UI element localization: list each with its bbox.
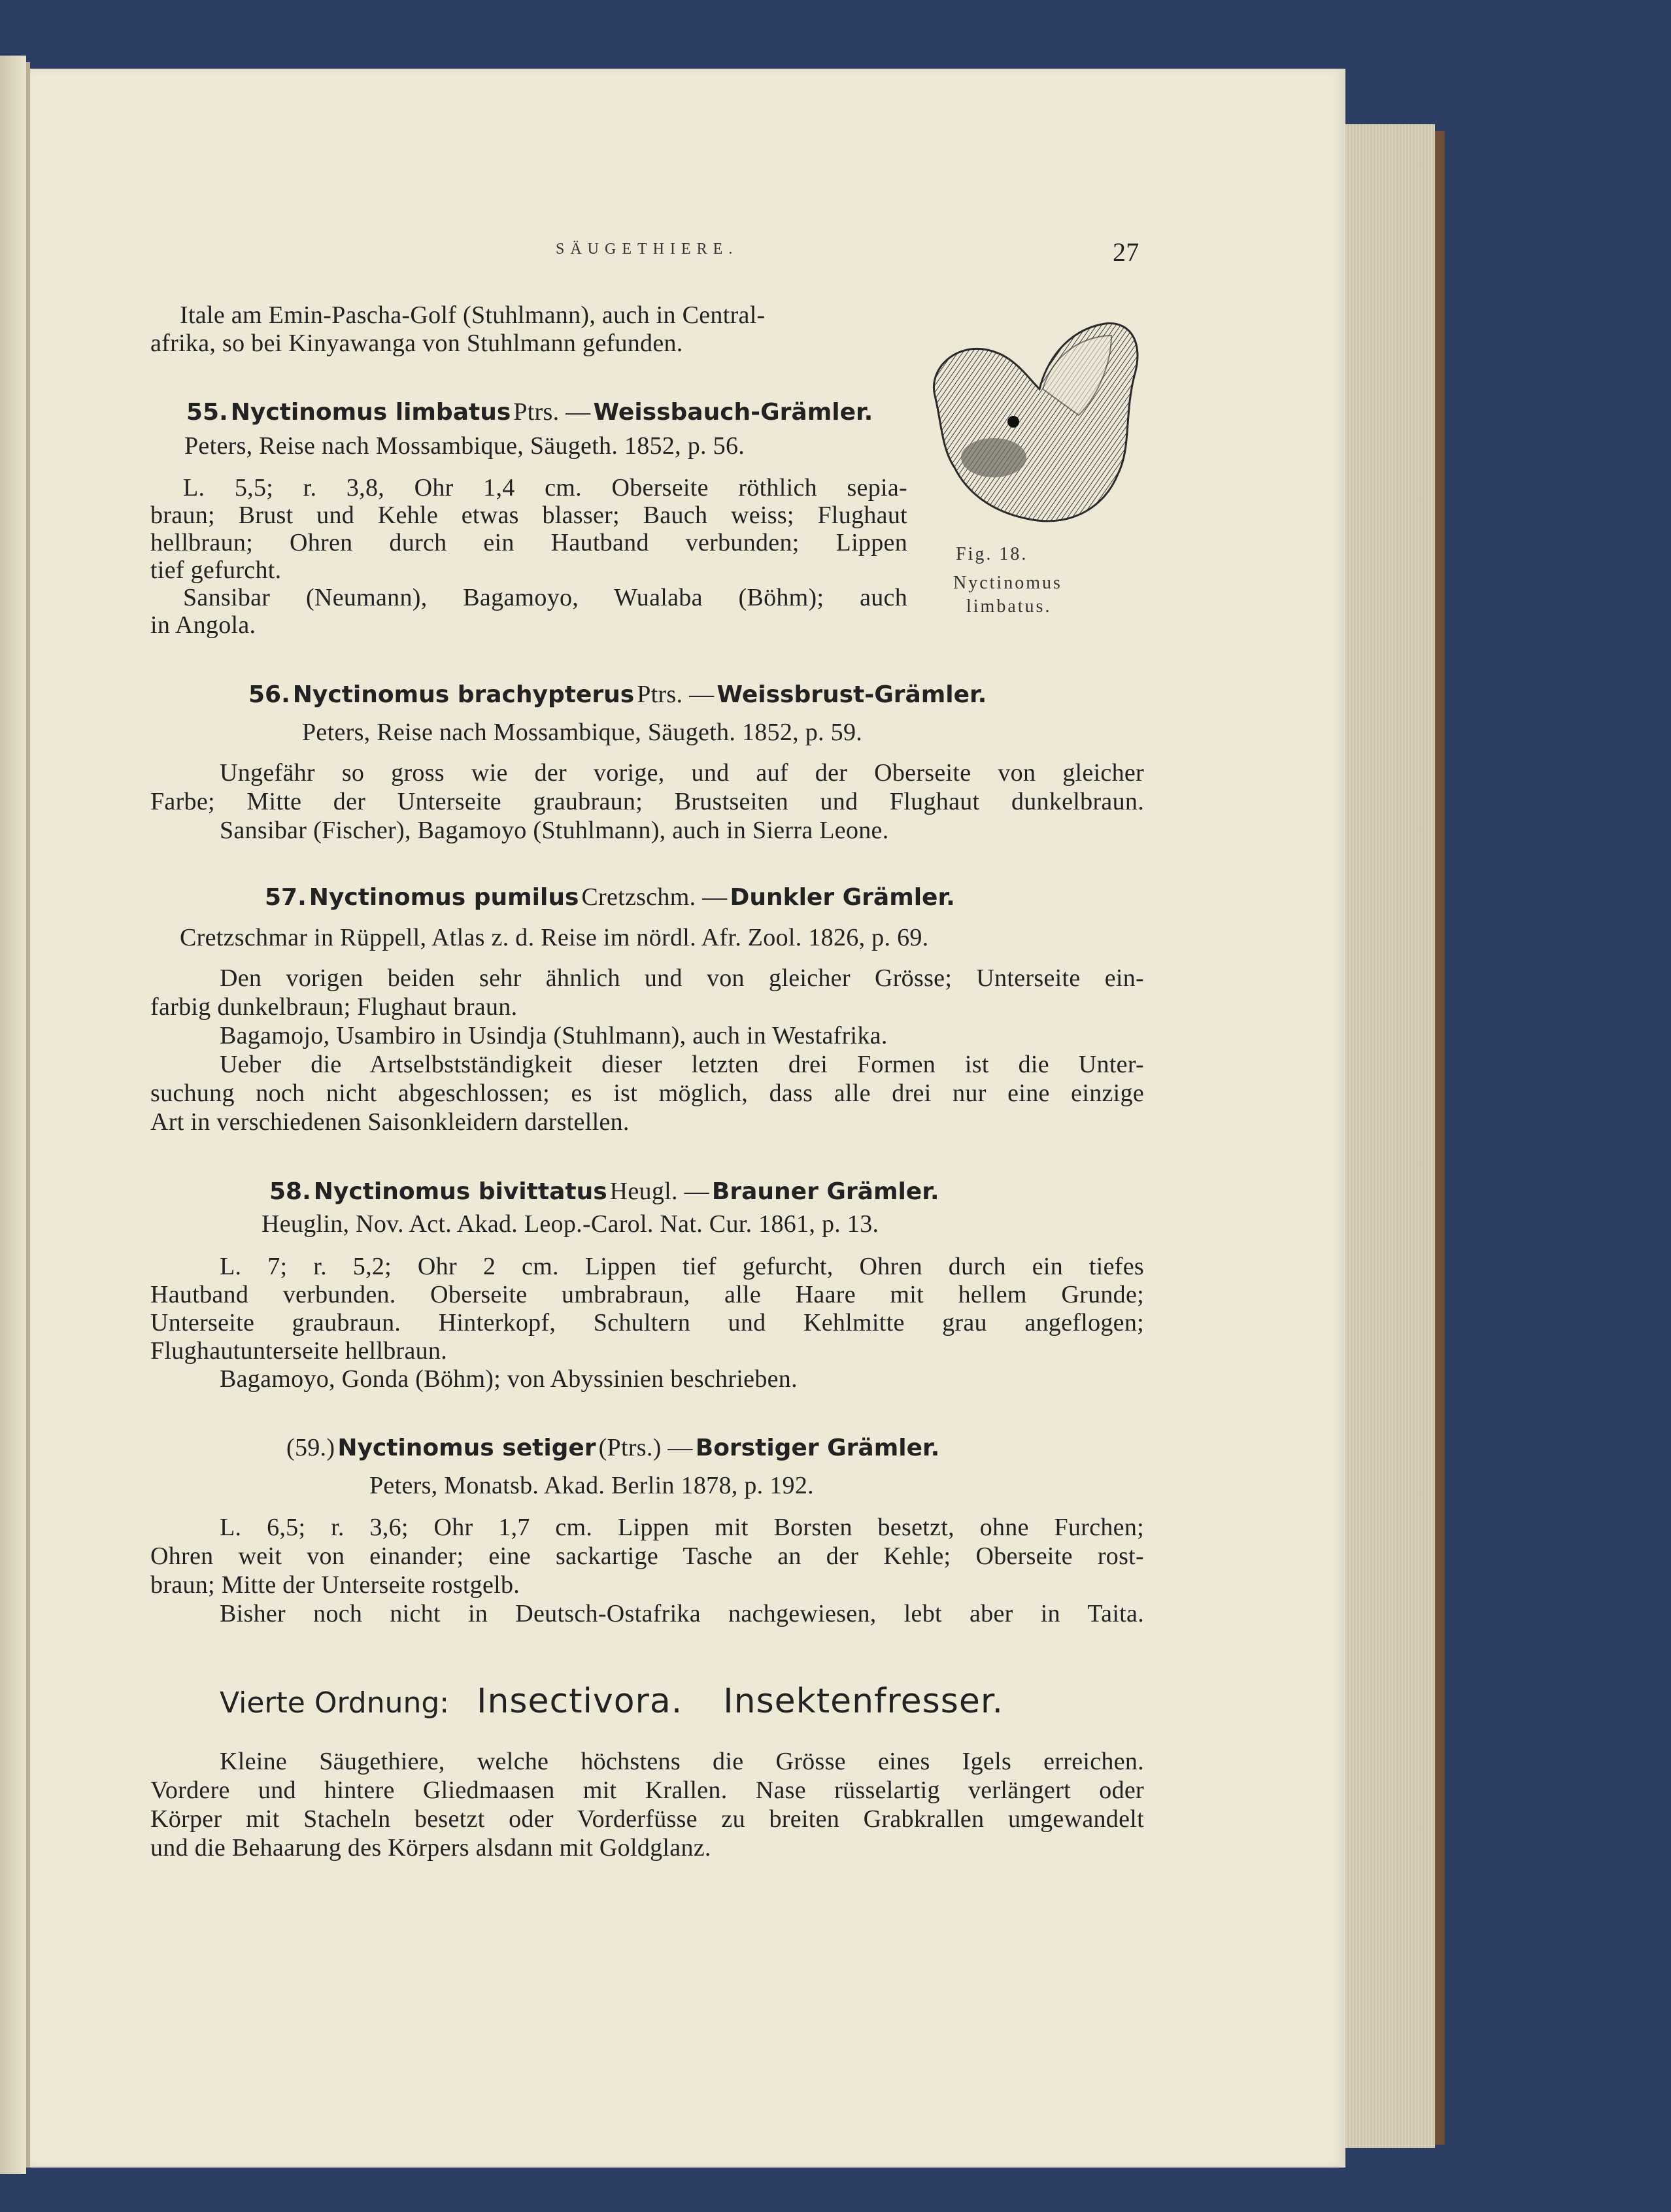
text-line: Sansibar (Neumann), Bagamoyo, Wualaba (Böhm); auch [183, 584, 907, 611]
text-line: Ohren weit von einander; eine sackartige Tasche an der Kehle; Oberseite rost- [150, 1542, 1144, 1570]
reference: Peters, Monatsb. Akad. Berlin 1878, p. 192. [369, 1472, 814, 1499]
reference: Peters, Reise nach Mossambique, Säugeth. 1852, p. 59. [302, 719, 863, 746]
text-line: Bagamojo, Usambiro in Usindja (Stuhlmann), auch in Westafrika. [220, 1022, 888, 1049]
reference: Peters, Reise nach Mossambique, Säugeth. 1852, p. 56. [184, 432, 745, 460]
text-line: Kleine Säugethiere, welche höchstens die Grösse eines Igels erreichen. [220, 1748, 1144, 1775]
text-line: Unterseite graubraun. Hinterkopf, Schultern und Kehlmitte grau angeflogen; [150, 1309, 1144, 1336]
text-line: Hautband verbunden. Oberseite umbrabraun, alle Haare mit hellem Grunde; [150, 1281, 1144, 1308]
text-line: Bagamoyo, Gonda (Böhm); von Abyssinien beschrieben. [220, 1365, 798, 1393]
reference: Cretzschmar in Rüppell, Atlas z. d. Reise im nördl. Afr. Zool. 1826, p. 69. [180, 924, 929, 951]
species-heading-59: (59.) Nyctinomus setiger (Ptrs.) — Borstiger Grämler. [286, 1434, 940, 1461]
text-line: farbig dunkelbraun; Flughaut braun. [150, 993, 518, 1021]
text-line: Körper mit Stacheln besetzt oder Vorderfüsse zu breiten Grabkrallen umgewandelt [150, 1805, 1144, 1833]
text-line: in Angola. [150, 611, 256, 639]
text-line: Farbe; Mitte der Unterseite graubraun; Brustseiten und Flughaut dunkelbraun. [150, 788, 1144, 815]
text-line: Sansibar (Fischer), Bagamoyo (Stuhlmann), auch in Sierra Leone. [220, 817, 889, 844]
text-line: Itale am Emin-Pascha-Golf (Stuhlmann), auch in Central- [180, 301, 766, 329]
text-line: Ungefähr so gross wie der vorige, und auf der Oberseite von gleicher [220, 759, 1144, 787]
order-heading: Vierte Ordnung: Insectivora. Insektenfresser. [220, 1682, 1004, 1721]
bat-head-illustration [915, 317, 1147, 530]
figure-label: Fig. 18. [956, 544, 1028, 564]
text-line: braun; Mitte der Unterseite rostgelb. [150, 1571, 520, 1599]
text-line: afrika, so bei Kinyawanga von Stuhlmann gefunden. [150, 330, 683, 357]
species-heading-58: 58. Nyctinomus bivittatus Heugl. — Brauner Grämler. [269, 1178, 939, 1205]
text-line: Vordere und hintere Gliedmaasen mit Krallen. Nase rüsselartig verlängert oder [150, 1777, 1144, 1804]
text-line: Den vorigen beiden sehr ähnlich und von gleicher Grösse; Unterseite ein- [220, 964, 1144, 992]
running-title: SÄUGETHIERE. [556, 241, 739, 258]
text-line: L. 7; r. 5,2; Ohr 2 cm. Lippen tief gefurcht, Ohren durch ein tiefes [220, 1253, 1144, 1280]
left-page-edge [0, 56, 26, 2174]
text-line: suchung noch nicht abgeschlossen; es ist möglich, dass alle drei nur eine einzige [150, 1080, 1144, 1107]
species-heading-57: 57. Nyctinomus pumilus Cretzschm. — Dunkler Grämler. [265, 883, 955, 911]
text-line: Art in verschiedenen Saisonkleidern darstellen. [150, 1108, 630, 1136]
page-number: 27 [1113, 237, 1139, 267]
text-line: L. 5,5; r. 3,8, Ohr 1,4 cm. Oberseite röthlich sepia- [183, 474, 907, 502]
reference: Heuglin, Nov. Act. Akad. Leop.-Carol. Nat. Cur. 1861, p. 13. [262, 1210, 879, 1238]
figure-caption: limbatus. [966, 596, 1052, 617]
text-line: und die Behaarung des Körpers alsdann mit Goldglanz. [150, 1834, 711, 1862]
text-line: L. 6,5; r. 3,6; Ohr 1,7 cm. Lippen mit Borsten besetzt, ohne Furchen; [220, 1514, 1144, 1541]
figure-caption: Nyctinomus [953, 573, 1062, 593]
text-line: Flughautunterseite hellbraun. [150, 1337, 448, 1365]
page-block-edge [1334, 124, 1435, 2148]
species-heading-56: 56. Nyctinomus brachypterus Ptrs. — Weissbrust-Grämler. [248, 681, 987, 708]
text-line: hellbraun; Ohren durch ein Hautband verbunden; Lippen [150, 529, 907, 556]
text-line: tief gefurcht. [150, 556, 282, 584]
species-heading-55: 55. Nyctinomus limbatus Ptrs. — Weissbauch-Grämler. [186, 398, 873, 426]
text-line: braun; Brust und Kehle etwas blasser; Bauch weiss; Flughaut [150, 502, 907, 529]
text-line: Ueber die Artselbstständigkeit dieser letzten drei Formen ist die Unter- [220, 1051, 1144, 1078]
text-line: Bisher noch nicht in Deutsch-Ostafrika nachgewiesen, lebt aber in Taita. [220, 1600, 1144, 1627]
